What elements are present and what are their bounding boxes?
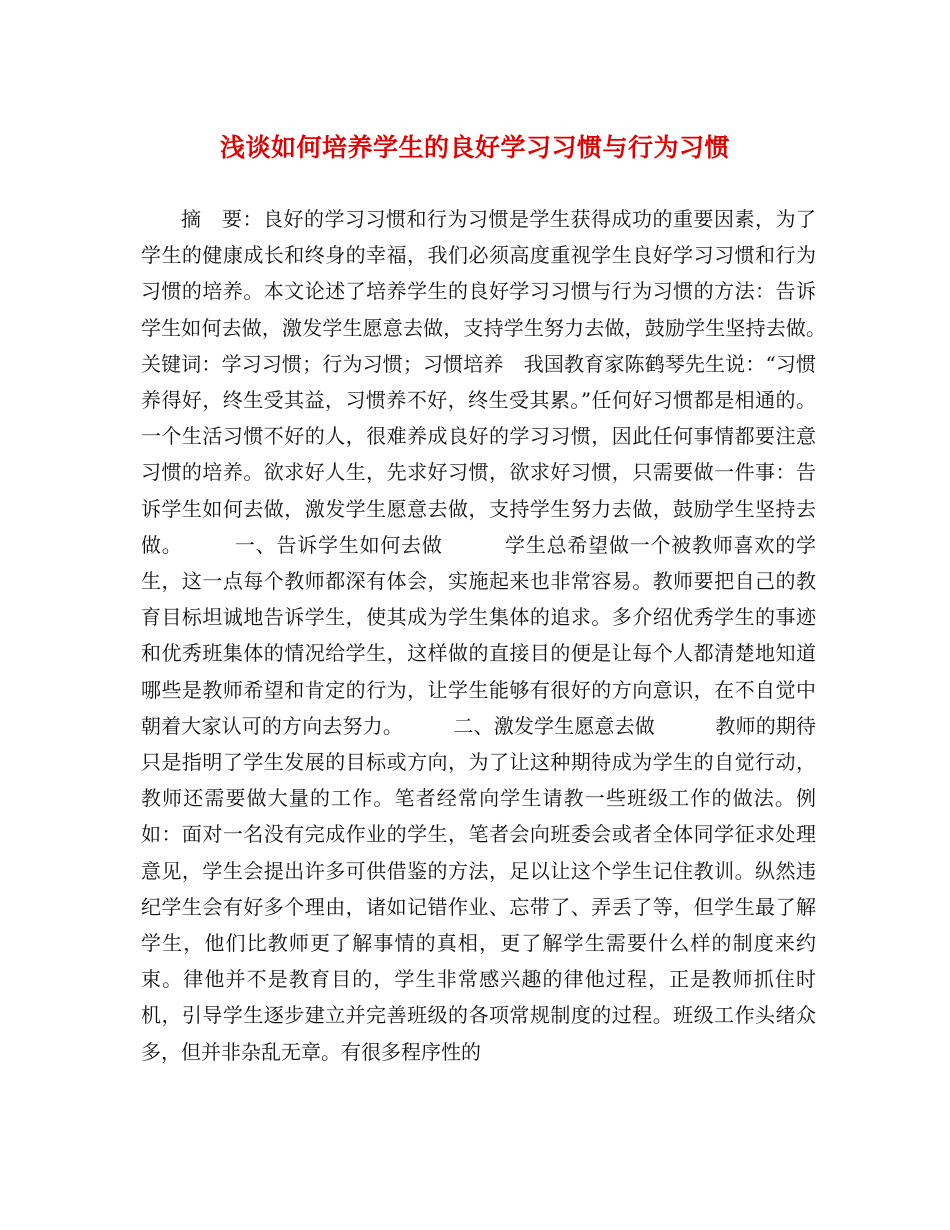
document-title: 浅谈如何培养学生的良好学习习惯与行为习惯 xyxy=(219,133,730,162)
document-body: 摘 要：良好的学习习惯和行为习惯是学生获得成功的重要因素，为了学生的健康成长和终身的幸福，我们必须高度重视学生良好学习习惯和行为习惯的培养。本文论述了培养学生的良好学习习惯与行为习惯的方法：告诉学生如何去做，激发学生愿意去做，支持学生努力去做，鼓励学生坚持去做。 关键词：学习习惯；行为习惯；习惯培养 我国教育家陈鹤琴先生说：“习惯养得好，终生受其益，习惯养不好，终生受其累。”任何好习惯都是相通的。一个生活习惯不好的人，很难养成良好的学习习惯，因此任何事情都要注意习惯的培养。欲求好人生，先求好习惯，欲求好习惯，只需要做一件事：告诉学生如何去做，激发学生愿意去做，支持学生努力去做，鼓励学生坚持去做。 一、告诉学生如何去做 学生总希望做一个被教师喜欢的学生，这一点每个教师都深有体会，实施起来也非常容易。教师要把自己的教育目标坦诚地告诉学生，使其成为学生集体的追求。多介绍优秀学生的事迹和优秀班集体的情况给学生，这样做的直接目的便是让每个人都清楚地知道哪些是教师希望和肯定的行为，让学生能够有很好的方向意识，在不自觉中朝着大家认可的方向去努力。 二、激发学生愿意去做 教师的期待只是指明了学生发展的目标或方向，为了让这种期待成为学生的自觉行动，教师还需要做大量的工作。笔者经常向学生请教一些班级工作的做法。例如：面对一名没有完成作业的学生，笔者会向班委会或者全体同学征求处理意见，学生会提出许多可供借鉴的方法，足以让这个学生记住教训。纵然违纪学生会有好多个理由，诸如记错作业、忘带了、弄丢了等，但学生最了解学生，他们比教师更了解事情的真相，更了解学生需要什么样的制度来约束。律他并不是教育目的，学生非常感兴趣的律他过程，正是教师抓住时机，引导学生逐步建立并完善班级的各项常规制度的过程。班级工作头绪众多，但并非杂乱无章。有很多程序性的 xyxy=(141,207,876,1064)
